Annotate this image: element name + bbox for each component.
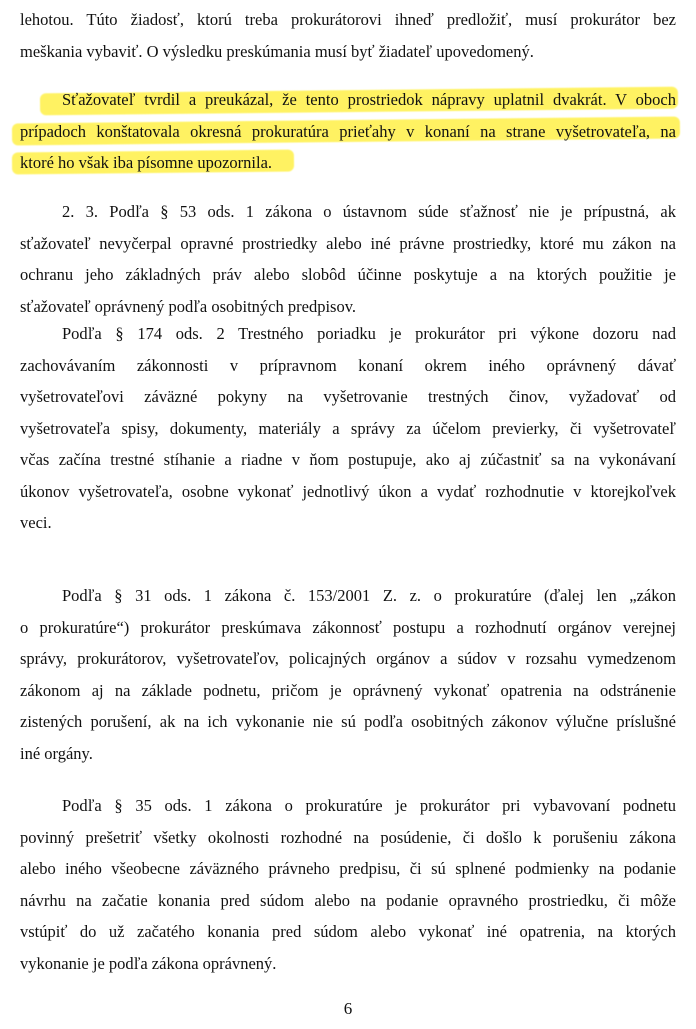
text-line: ktoré ho však iba písomne upozornila. xyxy=(20,153,273,172)
paragraph-zakon-o-prokurature-31 xyxy=(20,580,676,769)
text-line: vstúpiť do už začatého konania pred súdom alebo vykonať iné opatrenia, na ktorých xyxy=(20,922,676,941)
text-line: alebo iného všeobecne záväzného právneho predpisu, či sú splnené podmienky na podanie xyxy=(20,859,676,878)
text-line: vykonanie je podľa zákona oprávnený. xyxy=(20,953,277,973)
text-line: sťažovateľ nevyčerpal opravné prostriedky alebo iné právne prostriedky, ktoré mu zákon na xyxy=(20,233,676,253)
page-number: 6 xyxy=(343,999,353,1018)
text-line: včas začína trestné stíhanie a riadne v ňom postupuje, ako aj zúčastniť sa na vykonávaní xyxy=(20,450,676,469)
text-line: sťažovateľ oprávnený podľa osobitných predpisov. xyxy=(20,296,357,316)
text-line: Podľa § 31 ods. 1 zákona č. 153/2001 Z. z. o prokuratúre (ďalej len „zákon xyxy=(62,586,676,605)
paragraph-trestny-poriadok xyxy=(20,318,676,539)
text-line: Podľa § 174 ods. 2 Trestného poriadku je prokurátor pri výkone dozoru nad xyxy=(62,324,676,343)
text-line: Sťažovateľ tvrdil a preukázal, že tento prostriedok nápravy uplatnil dvakrát. V oboch xyxy=(62,90,676,109)
text-line: iné orgány. xyxy=(20,743,93,763)
text-line: zachovávaním zákonnosti v prípravnom konaní okrem iného oprávnený dávať xyxy=(20,355,676,375)
text-line: prípadoch konštatovala okresná prokuratúra prieťahy v konaní na strane vyšetrovateľa, na xyxy=(20,121,676,141)
text-line: návrhu na začatie konania pred súdom alebo na podanie opravného prostriedku, či môže xyxy=(20,890,676,910)
text-line: Podľa § 35 ods. 1 zákona o prokuratúre je prokurátor pri vybavovaní podnetu xyxy=(62,796,676,815)
paragraph-section-2-3 xyxy=(20,196,676,322)
text-line: 2. 3. Podľa § 53 ods. 1 zákona o ústavnom súde sťažnosť nie je prípustná, ak xyxy=(62,202,676,221)
text-line: o prokuratúre“) prokurátor preskúmava zákonnosť postupu a rozhodnutí orgánov verejnej xyxy=(20,617,676,637)
text-line: veci. xyxy=(20,513,52,532)
text-line: správy, prokurátorov, vyšetrovateľov, policajných orgánov a súdov v rozsahu vymedzenom xyxy=(20,649,676,668)
text-line: vyšetrovateľa spisy, dokumenty, materiály a správy za účelom previerky, či vyšetrovateľ xyxy=(20,418,676,438)
text-line: zistených porušení, ak na ich vykonanie nie sú podľa osobitných zákonov výlučne príslušné xyxy=(20,712,676,731)
paragraph-continuation xyxy=(20,4,676,67)
text-line: lehotou. Túto žiadosť, ktorú treba prokurátorovi ihneď predložiť, musí prokurátor bez xyxy=(20,10,676,29)
text-line: vyšetrovateľovi záväzné pokyny na vyšetrovanie trestných činov, vyžadovať od xyxy=(20,387,676,406)
text-line: meškania vybaviť. O výsledku preskúmania musí byť žiadateľ upovedomený. xyxy=(20,41,534,61)
text-line: úkonov vyšetrovateľa, osobne vykonať jednotlivý úkon a vydať rozhodnutie v ktorejkoľvek xyxy=(20,481,676,501)
text-line: zákonom aj na základe podnetu, pričom je oprávnený vykonať opatrenia na odstránenie xyxy=(20,680,676,700)
paragraph-zakon-o-prokurature-35 xyxy=(20,790,676,979)
highlighted-paragraph xyxy=(20,84,676,179)
text-line: povinný prešetriť všetky okolnosti rozhodné na posúdenie, či došlo k porušeniu zákona xyxy=(20,827,676,847)
text-line: ochranu jeho základných práv alebo slobôd účinne poskytuje a na ktorých použitie je xyxy=(20,265,676,284)
